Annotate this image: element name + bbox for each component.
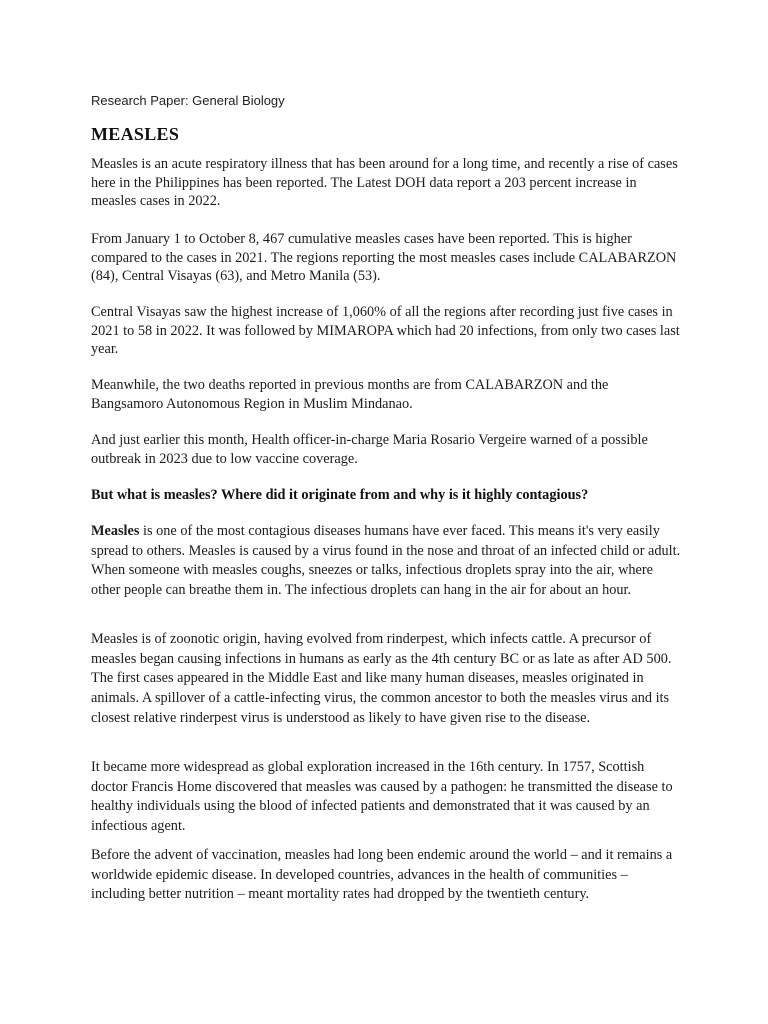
paragraph-deaths: Meanwhile, the two deaths reported in previous months are from CALABARZON and the Bangsamoro Autonomous Region in Muslim Mindanao. xyxy=(91,377,609,412)
paragraph-definition xyxy=(91,522,681,601)
paragraph-central-visayas: Central Visayas saw the highest increase of 1,060% of all the regions after recording just five cases in 2021 to 58 in 2022. It was followed by MIMAROPA which had 20 infections, from only two cases last year. xyxy=(91,304,680,357)
document-title: MEASLES xyxy=(91,124,180,144)
definition-term: Measles xyxy=(91,523,140,539)
paragraph-outbreak-warning: And just earlier this month, Health officer-in-charge Maria Rosario Vergeire warned of a possible outbreak in 2023 due to low vaccine coverage. xyxy=(91,432,648,467)
paragraph-spread: It became more widespread as global exploration increased in the 16th century. In 1757, Scottish doctor Francis Home discovered that measles was caused by a pathogen: he transmitted the disease to healthy individuals using the blood of infected patients and demonstrated that it was caused by an infectious agent. xyxy=(91,759,673,835)
paragraph-intro: Measles is an acute respiratory illness that has been around for a long time, and recently a rise of cases here in the Philippines has been reported. The Latest DOH data report a 203 percent increase in measles cases in 2022. xyxy=(91,156,678,209)
paragraph-origin: Measles is of zoonotic origin, having evolved from rinderpest, which infects cattle. A precursor of measles began causing infections in humans as early as the 4th century BC or as late as after AD 500. The first cases appeared in the Middle East and like many human diseases, measles originated in animals. A spillover of a cattle-infecting virus, the common ancestor to both the measles virus and its closest relative rinderpest virus is understood as likely to have given rise to the disease. xyxy=(91,631,672,726)
document-header: Research Paper: General Biology xyxy=(91,93,285,108)
section-question: But what is measles? Where did it originate from and why is it highly contagious? xyxy=(91,487,589,503)
paragraph-vaccination: Before the advent of vaccination, measles had long been endemic around the world – and it remains a worldwide epidemic disease. In developed countries, advances in the health of communities – including better nutrition – meant mortality rates had dropped by the twentieth century. xyxy=(91,847,673,903)
definition-text: is one of the most contagious diseases humans have ever faced. This means it's very easily spread to others. Measles is caused by a virus found in the nose and throat of an infected child or adult. When someone with measles coughs, sneezes or talks, infectious droplets spray into the air, where other people can breathe them in. The infectious droplets can hang in the air for about an hour. xyxy=(91,523,681,599)
paragraph-cases: From January 1 to October 8, 467 cumulative measles cases have been reported. This is higher compared to the cases in 2021. The regions reporting the most measles cases include CALABARZON (84), Central Visayas (63), and Metro Manila (53). xyxy=(91,231,677,284)
